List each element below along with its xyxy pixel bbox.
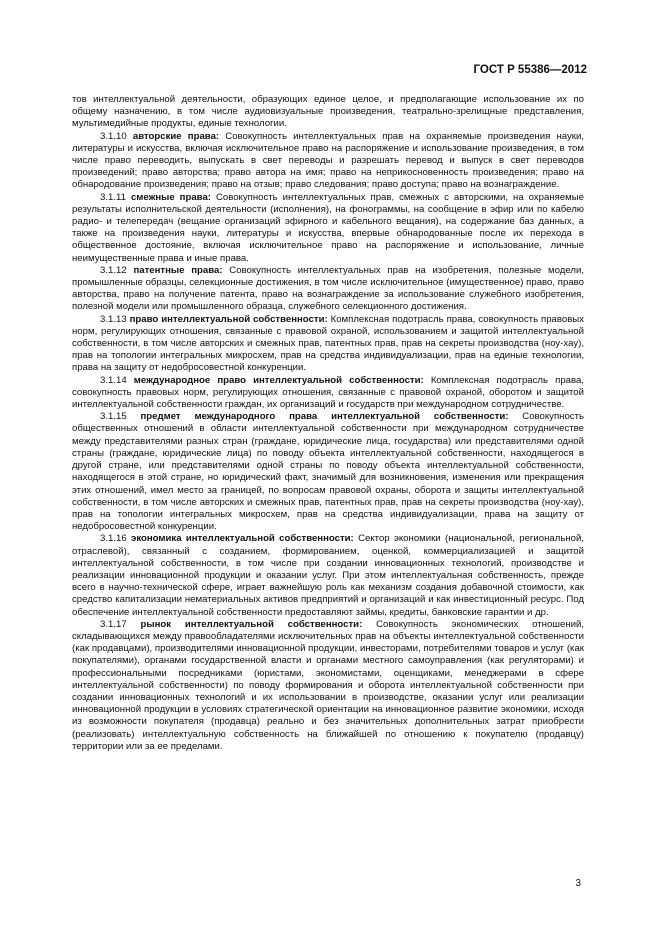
paragraph-3-1-10 [72,131,584,192]
paragraph-3-1-11 [72,192,584,265]
paragraph-text: Комплексная подотрасль права, совокупность правовых норм, регулирующих отношения, связанные с правовой охраной, использованием и защитой интеллектуальной собственности, в том числе авторских и смежных прав, патентных прав, прав на секреты производства (ноу-хау), прав на топологии интегральных микросхем, прав на средства индивидуализации, прав на единые технологии, права на защиту от недобросовестной конкуренции. [72,313,584,374]
document-body [72,94,584,753]
clause-number: 3.1.11 [100,191,131,203]
term-heading: смежные права: [130,191,211,203]
paragraph-text: Совокупность экономических отношений, складывающихся между правообладателями исключительных прав на объекты интеллектуальной собственности (как продавцами), производителями инновационной продукции, инвесторами, потребителями товаров и услуг (как покупателями), органами государственной власти и органами местного самоуправления (как регуляторами) и профессиональными посредниками (юристами, экономистами, оценщиками, менеджерами в сфере интеллектуальной собственности) по поводу формирования и оборота интеллектуальной собственности при создании инновационных технологий и их использовании в производстве, оказании услуг или реализации инновационной продукции в условиях стратегической ориентации на инновационное развитие экономики, исходя из возможности покупателя (продавца) реально и без значительных дополнительных затрат приобрести (реализовать) интеллектуальную собственность на ближайшей по отношению к покупателю (продавцу) территории или за ее пределами. [72,618,584,752]
paragraph-text: Совокупность общественных отношений в области интеллектуальной собственности при международном сотрудничестве между представителями разных стран (граждане, юридические лица, государства) или представителями одной страны (граждане, юридические лица) по поводу объекта интеллектуальной собственности, находящегося в другой стране, или представителями одной страны по поводу объекта интеллектуальной собственности, находящегося в этой стране, но юридический факт, значимый для возникновения, изменения или прекращения этих отношений, имел место за границей, по вопросам правовой охраны, оборота и защиты интеллектуальной собственности, в том числе авторских и смежных прав, патентных прав, прав на секреты производства (ноу-хау), прав на топологии интегральных микросхем, прав на средства индивидуализации, права на защиту от недобросовестной конкуренции. [72,411,585,533]
term-heading: право интеллектуальной собственности: [129,313,328,325]
document-header: ГОСТ Р 55386—2012 [473,64,587,76]
paragraph-3-1-17 [72,619,584,753]
clause-number: 3.1.17 [100,618,141,630]
term-heading: авторские права: [132,130,220,142]
paragraph-text: Сектор экономики (национальной, региональной, отраслевой), связанный с созданием, формированием, оценкой, коммерциализацией и защитой интеллектуальной собственности, в том числе при создании инновационных технологий, производстве и реализации инновационной продукции и оказании услуг. При этом интеллектуальная собственность, прежде всего в научно-технической сфере, играет важнейшую роль как механизм создания добавочной стоимости, как средство капитализации нематериальных активов предприятий и организаций и как инвестиционный ресурс. Под обеспечение интеллектуальной собственности предоставляют займы, кредиты, банковские гарантии и др. [72,533,585,618]
page-number: 3 [575,878,581,889]
clause-number: 3.1.15 [100,411,141,423]
term-heading: патентные права: [133,264,223,276]
term-heading: предмет международного права интеллектуальной собственности: [140,411,509,423]
clause-number: 3.1.13 [100,313,130,325]
term-heading: экономика интеллектуальной собственности: [131,533,354,545]
clause-number: 3.1.14 [100,374,134,386]
paragraph-text: Совокупность интеллектуальных прав, смежных с авторскими, на охраняемые результаты исполнительской деятельности (исполнения), на фонограммы, на сообщение в эфир или по кабелю радио- и телепередач (вещание организаций эфирного и кабельного вещания), на содержание баз данных, а также на произведения науки, литературы и искусства, впервые обнародованные после их перехода в общественное достояние, включая исключительное право на распоряжение и использование, личные неимущественные права и иные права. [72,191,584,264]
paragraph-text: Совокупность интеллектуальных прав на охраняемые произведения науки, литературы и искусства, включая исключительное право на распоряжение и использование произведения, в том числе право переводить, выпускать в свет переводы и разрешать перевод и выпуск в свет переводов произведений; право авторства; право автора на имя; право на неприкосновенность произведения; право на обнародование произведения; право на отзыв; право следования; право доступа; право на вознаграждение. [72,130,584,191]
paragraph-3-1-12 [72,265,584,314]
paragraph-3-1-14 [72,375,584,412]
paragraph-3-1-15 [72,411,584,533]
paragraph-3-1-16 [72,533,584,618]
clause-number: 3.1.16 [100,533,132,545]
paragraph-text: Совокупность интеллектуальных прав на изобретения, полезные модели, промышленные образцы, селекционные достижения, в том числе исключительное (имущественное) право, право авторства, право на получение патента, право на вознаграждение за использование служебного изобретения, полезной модели или промышленного образца, служебного селекционного достижения. [72,264,584,313]
term-heading: международное право интеллектуальной собственности: [133,374,424,386]
clause-number: 3.1.12 [100,264,134,276]
clause-number: 3.1.10 [100,130,133,142]
term-heading: рынок интеллектуальной собственности: [140,618,363,630]
paragraph-text: тов интеллектуальной деятельности, образующих единое целое, и предполагающие использование их по общему назначению, в том числе аудиовизуальные произведения, театрально-зрелищные представления, мультимедийные продукты, единые технологии. [72,94,584,130]
paragraph-continuation [72,94,584,131]
paragraph-3-1-13 [72,314,584,375]
paragraph-text: Комплексная подотрасль права, совокупность правовых норм, регулирующих отношения, связанные с правовой охраной, оборотом и защитой интеллектуальной собственности граждан, их организаций и государств при международном сотрудничестве. [72,374,584,411]
